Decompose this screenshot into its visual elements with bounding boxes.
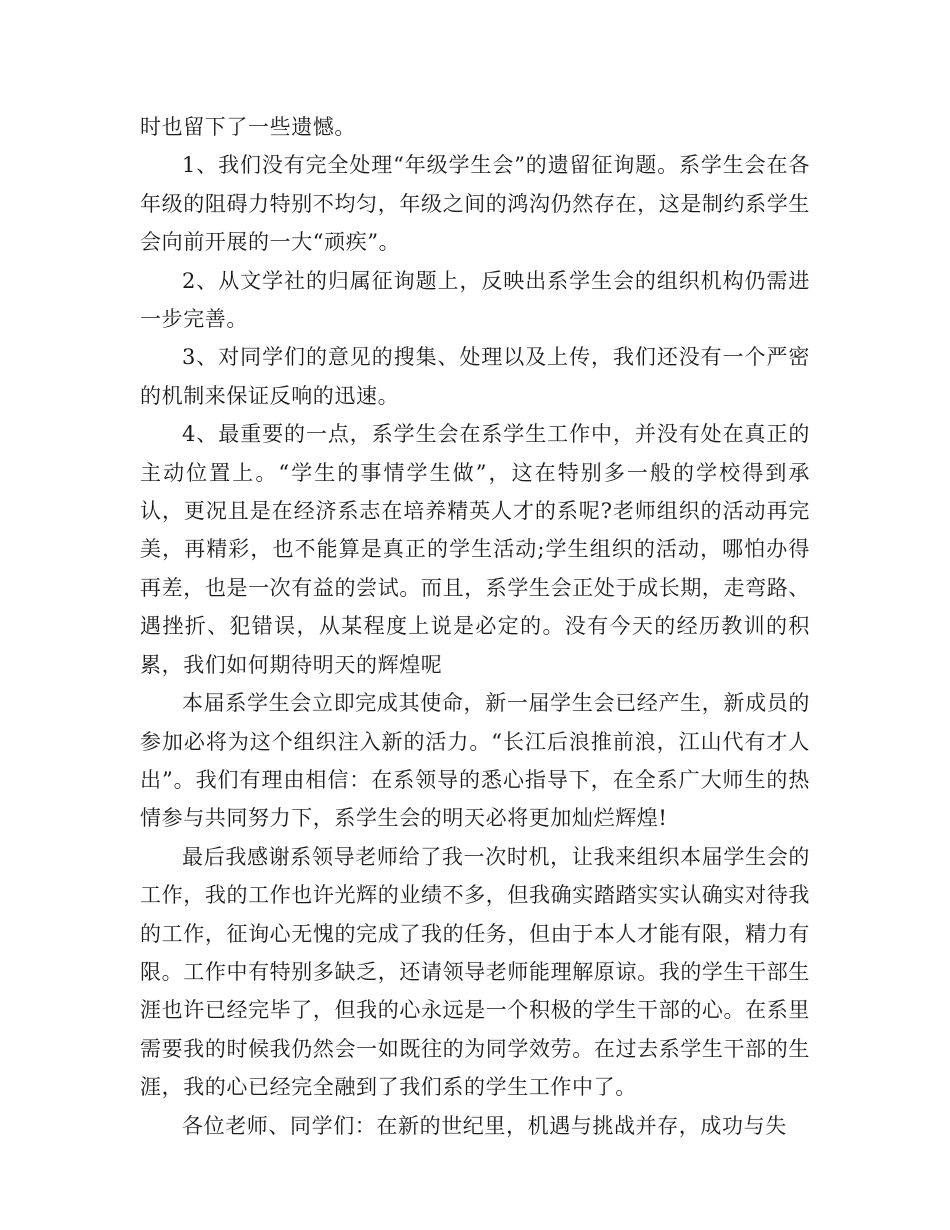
paragraph-item-1: 1、我们没有完全处理“年级学生会”的遗留征询题。系学生会在各年级的阻碍力特别不均匀，年级之间的鸿沟仍然存在，这是制约系学生会向前开展的一大“顽疾”。 — [140, 153, 810, 255]
paragraph-closing: 各位老师、同学们：在新的世纪里，机遇与挑战并存，成功与失 — [182, 1113, 787, 1138]
paragraph-continuation: 时也留下了一些遗憾。 — [140, 115, 356, 139]
document-body — [140, 108, 810, 1145]
paragraph-item-4: 4、最重要的一点，系学生会在系学生工作中，并没有处在真正的主动位置上。“学生的事情学生做”，这在特别多一般的学校得到承认，更况且是在经济系志在培养精英人才的系呢?老师组织的活动再完美，再精彩，也不能算是真正的学生活动;学生组织的活动，哪怕办得再差，也是一次有益的尝试。而且，系学生会正处于成长期，走弯路、遇挫折、犯错误，从某程度上说是必定的。没有今天的经历教训的积累，我们如何期待明天的辉煌呢 — [140, 422, 810, 677]
paragraph-item-3: 3、对同学们的意见的搜集、处理以及上传，我们还没有一个严密的机制来保证反响的迅速。 — [140, 345, 810, 408]
paragraph-thanks: 最后我感谢系领导老师给了我一次时机，让我来组织本届学生会的工作，我的工作也许光辉的业绩不多，但我确实踏踏实实认确实对待我的工作，征询心无愧的完成了我的任务，但由于本人才能有限，精力有限。工作中有特别多缺乏，还请领导老师能理解原谅。我的学生干部生涯也许已经完毕了，但我的心永远是一个积极的学生干部的心。在系里需要我的时候我仍然会一如既往的为同学效劳。在过去系学生干部的生涯，我的心已经完全融到了我们系的学生工作中了。 — [140, 844, 810, 1100]
paragraph-item-2: 2、从文学社的归属征询题上，反映出系学生会的组织机构仍需进一步完善。 — [140, 268, 810, 332]
paragraph-new-council: 本届系学生会立即完成其使命，新一届学生会已经产生，新成员的参加必将为这个组织注入新的活力。“长江后浪推前浪，江山代有才人出”。我们有理由相信：在系领导的悉心指导下，在全系广大师生的热情参与共同努力下，系学生会的明天必将更加灿烂辉煌! — [140, 691, 810, 831]
